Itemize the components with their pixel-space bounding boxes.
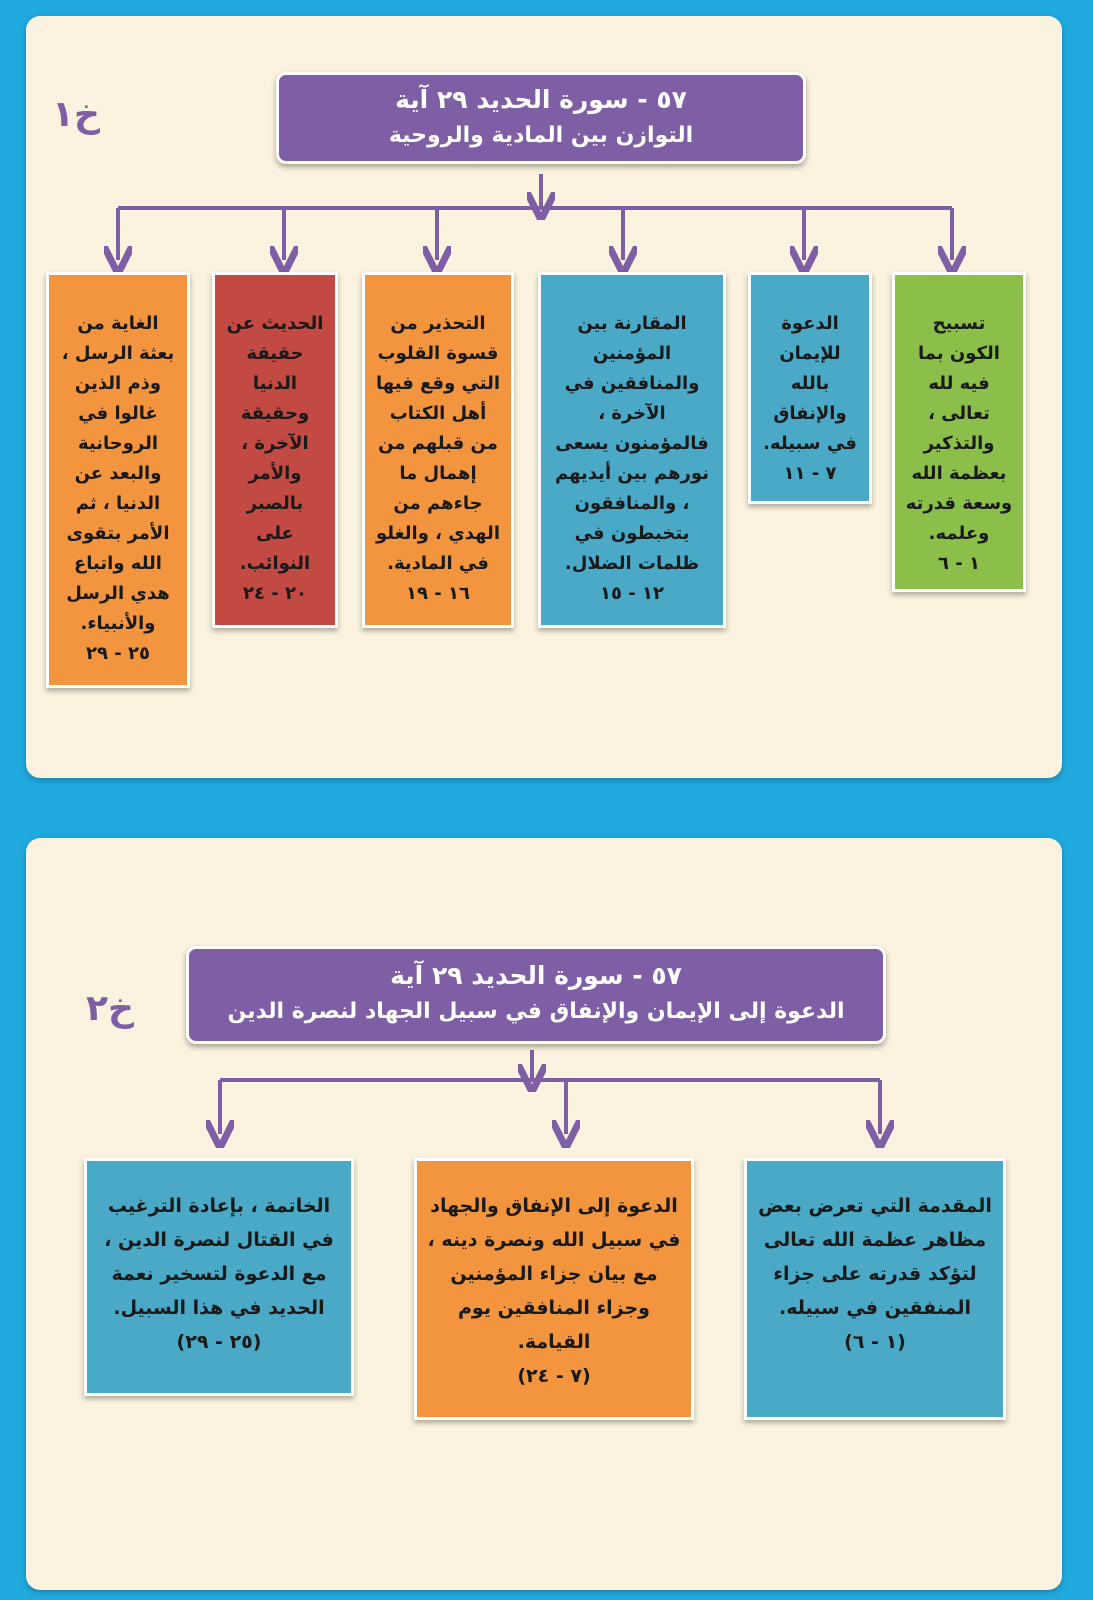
- title-line-2: الدعوة إلى الإيمان والإنفاق في سبيل الجهاد لنصرة الدين: [227, 999, 845, 1024]
- title-line-2: التوازن بين المادية والروحية: [388, 123, 694, 148]
- title-line-1: ٥٧ - سورة الحديد ٢٩ آية: [390, 961, 682, 990]
- topic-text: الحديث عن حقيقة الدنيا وحقيقة الآخرة ، والأمر بالصبر على النوائب.: [226, 313, 324, 574]
- topic-box-5: [212, 272, 338, 628]
- verse-range: ٢٠ - ٢٤: [243, 583, 307, 604]
- topic-box-1: [892, 272, 1026, 592]
- diagram-panel-2: [26, 838, 1062, 1590]
- topic-box-2: [748, 272, 872, 504]
- section-text: المقدمة التي تعرض بعض مظاهر عظمة الله تعالى لتؤكد قدرته على جزاء المنفقين في سبيله.: [758, 1195, 992, 1319]
- topic-text: الغاية من بعثة الرسل ، وذم الذين غالوا في الروحانية والبعد عن الدنيا ، ثم الأمر بتقوى الله واتباع هدي الرسل والأنبياء.: [61, 313, 175, 634]
- diagram-tag-1: خ١: [52, 94, 100, 135]
- topic-box-3: [538, 272, 726, 628]
- verse-range: ١٢ - ١٥: [600, 583, 664, 604]
- section-box-1: [744, 1158, 1006, 1420]
- section-text: الدعوة إلى الإنفاق والجهاد في سبيل الله ونصرة دينه ، مع بيان جزاء المؤمنين وجزاء المنافقين يوم القيامة.: [427, 1195, 681, 1353]
- topic-text: التحذير من قسوة القلوب التي وقع فيها أهل الكتاب من قبلهم من إهمال ما جاءهم من الهدي ، والغلو في المادية.: [375, 313, 501, 574]
- section-box-2: [414, 1158, 694, 1420]
- topic-box-6: [46, 272, 190, 688]
- verse-range: (١ - ٦): [844, 1331, 906, 1353]
- topic-text: تسبيح الكون بما فيه لله تعالى ، والتذكير بعظمة الله وسعة قدرته وعلمه.: [905, 313, 1013, 544]
- verse-range: ٢٥ - ٢٩: [86, 643, 150, 664]
- topic-box-4: [362, 272, 514, 628]
- diagram-panel-1: [26, 16, 1062, 778]
- topic-text: الدعوة للإيمان بالله والإنفاق في سبيله.: [763, 313, 857, 454]
- verse-range: ١ - ٦: [937, 553, 980, 574]
- diagram-title-1: [276, 72, 806, 164]
- verse-range: ١٦ - ١٩: [406, 583, 470, 604]
- diagram-title-2: [186, 946, 886, 1044]
- verse-range: ٧ - ١١: [783, 463, 837, 484]
- section-box-3: [84, 1158, 354, 1396]
- diagram-tag-2: خ٢: [86, 988, 134, 1029]
- section-text: الخاتمة ، بإعادة الترغيب في القتال لنصرة الدين ، مع الدعوة لتسخير نعمة الحديد في هذا السبيل.: [104, 1195, 334, 1319]
- verse-range: (٢٥ - ٢٩): [176, 1331, 262, 1353]
- topic-text: المقارنة بين المؤمنين والمنافقين في الآخرة ، فالمؤمنون يسعى نورهم بين أيديهم ، والمنافقون يتخبطون في ظلمات الضلال.: [555, 313, 709, 574]
- title-line-1: ٥٧ - سورة الحديد ٢٩ آية: [395, 85, 687, 114]
- verse-range: (٧ - ٢٤): [517, 1365, 591, 1387]
